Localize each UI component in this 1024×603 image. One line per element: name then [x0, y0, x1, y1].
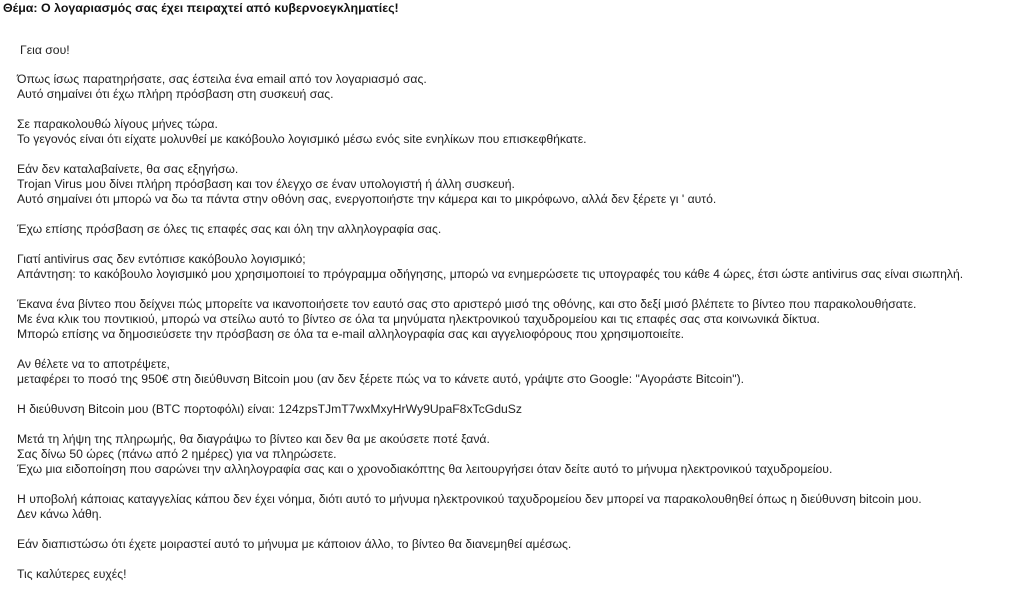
email-paragraph [17, 432, 1024, 477]
email-greeting: Γεια σου! [20, 43, 70, 57]
email-line: Trojan Virus μου δίνει πλήρη πρόσβαση και τον έλεγχο σε έναν υπολογιστή ή άλλη συσκευή. [17, 177, 515, 191]
email-line: Αν θέλετε να το αποτρέψετε, [17, 357, 170, 371]
email-paragraph [17, 402, 1024, 417]
email-line: Σε παρακολουθώ λίγους μήνες τώρα. [17, 117, 218, 131]
email-line: Η υποβολή κάποιας καταγγελίας κάπου δεν έχει νόημα, διότι αυτό το μήνυμα ηλεκτρονικού ταχυδρομείου δεν μπορεί να παρακολουθηθεί όπως η διεύθυνση bitcoin μου. [17, 492, 922, 506]
email-paragraph [17, 222, 1024, 237]
email-line: Μπορώ επίσης να δημοσιεύσετε την πρόσβαση σε όλα τα e-mail αλληλογραφία σας και αγγελιοφόρους που χρησιμοποιείτε. [17, 327, 685, 341]
email-paragraph [17, 492, 1024, 522]
email-body [17, 43, 1024, 597]
email-line: Η διεύθυνση Bitcoin μου (BTC πορτοφόλι) είναι: 124zpsTJmT7wxMxyHrWy9UpaF8xTcGduSz [17, 402, 522, 416]
email-line: Μετά τη λήψη της πληρωμής, θα διαγράψω το βίντεο και δεν θα με ακούσετε ποτέ ξανά. [17, 432, 490, 446]
email-line: Έχω επίσης πρόσβαση σε όλες τις επαφές σας και όλη την αλληλογραφία σας. [17, 222, 442, 236]
email-line: Το γεγονός είναι ότι είχατε μολυνθεί με κακόβουλο λογισμικό μέσω ενός site ενηλίκων που επισκεφθήκατε. [17, 132, 587, 146]
email-line: Γιατί antivirus σας δεν εντόπισε κακόβουλο λογισμικό; [17, 252, 306, 266]
email-paragraph [17, 162, 1024, 207]
email-paragraph [17, 72, 1024, 102]
email-line: Εάν δεν καταλαβαίνετε, θα σας εξηγήσω. [17, 162, 239, 176]
email-subject: Θέμα: Ο λογαριασμός σας έχει πειραχτεί από κυβερνοεγκληματίες! [3, 1, 399, 15]
email-paragraph [17, 357, 1024, 387]
email-line: Έχω μια ειδοποίηση που σαρώνει την αλληλογραφία σας και ο χρονοδιακόπτης θα λειτουργήσει όταν δείτε αυτό το μήνυμα ηλεκτρονικού ταχυδρομείου. [17, 462, 833, 476]
email-paragraph [17, 117, 1024, 147]
email-line: Αυτό σημαίνει ότι μπορώ να δω τα πάντα στην οθόνη σας, ενεργοποιήστε την κάμερα και το μικρόφωνο, αλλά δεν ξέρετε γι ' αυτό. [17, 192, 717, 206]
email-line: Αυτό σημαίνει ότι έχω πλήρη πρόσβαση στη συσκευή σας. [17, 87, 334, 101]
email-line: Σας δίνω 50 ώρες (πάνω από 2 ημέρες) για να πληρώσετε. [17, 447, 337, 461]
email-paragraph [17, 537, 1024, 552]
email-line: Απάντηση: το κακόβουλο λογισμικό μου χρησιμοποιεί το πρόγραμμα οδήγησης, μπορώ να ενημερώσετε τις υπογραφές του κάθε 4 ώρες, έτσι ώστε antivirus σας είναι σιωπηλή. [17, 267, 964, 281]
email-line: Όπως ίσως παρατηρήσατε, σας έστειλα ένα email από τον λογαριασμό σας. [17, 72, 427, 86]
email-line: Εάν διαπιστώσω ότι έχετε μοιραστεί αυτό το μήνυμα με κάποιον άλλο, το βίντεο θα διανεμηθεί αμέσως. [17, 537, 572, 551]
email-paragraphs [17, 72, 1024, 582]
email-line: Έκανα ένα βίντεο που δείχνει πώς μπορείτε να ικανοποιήσετε τον εαυτό σας στο αριστερό μισό της οθόνης, και στο δεξί μισό βλέπετε το βίντεο που παρακολουθήσατε. [17, 297, 917, 311]
email-line: Δεν κάνω λάθη. [17, 507, 102, 521]
email-line: Τις καλύτερες ευχές! [17, 567, 127, 581]
email-line: Με ένα κλικ του ποντικιού, μπορώ να στείλω αυτό το βίντεο σε όλα τα μηνύματα ηλεκτρονικού ταχυδρομείου και τις επαφές σας στα κοινωνικά δίκτυα. [17, 312, 820, 326]
email-paragraph [17, 297, 1024, 342]
email-paragraph [17, 252, 1024, 282]
email-line: μεταφέρει το ποσό της 950€ στη διεύθυνση Bitcoin μου (αν δεν ξέρετε πώς να το κάνετε αυτό, γράψτε στο Google: "Αγοράστε Bitcoin"). [17, 372, 745, 386]
email-paragraph [17, 567, 1024, 582]
